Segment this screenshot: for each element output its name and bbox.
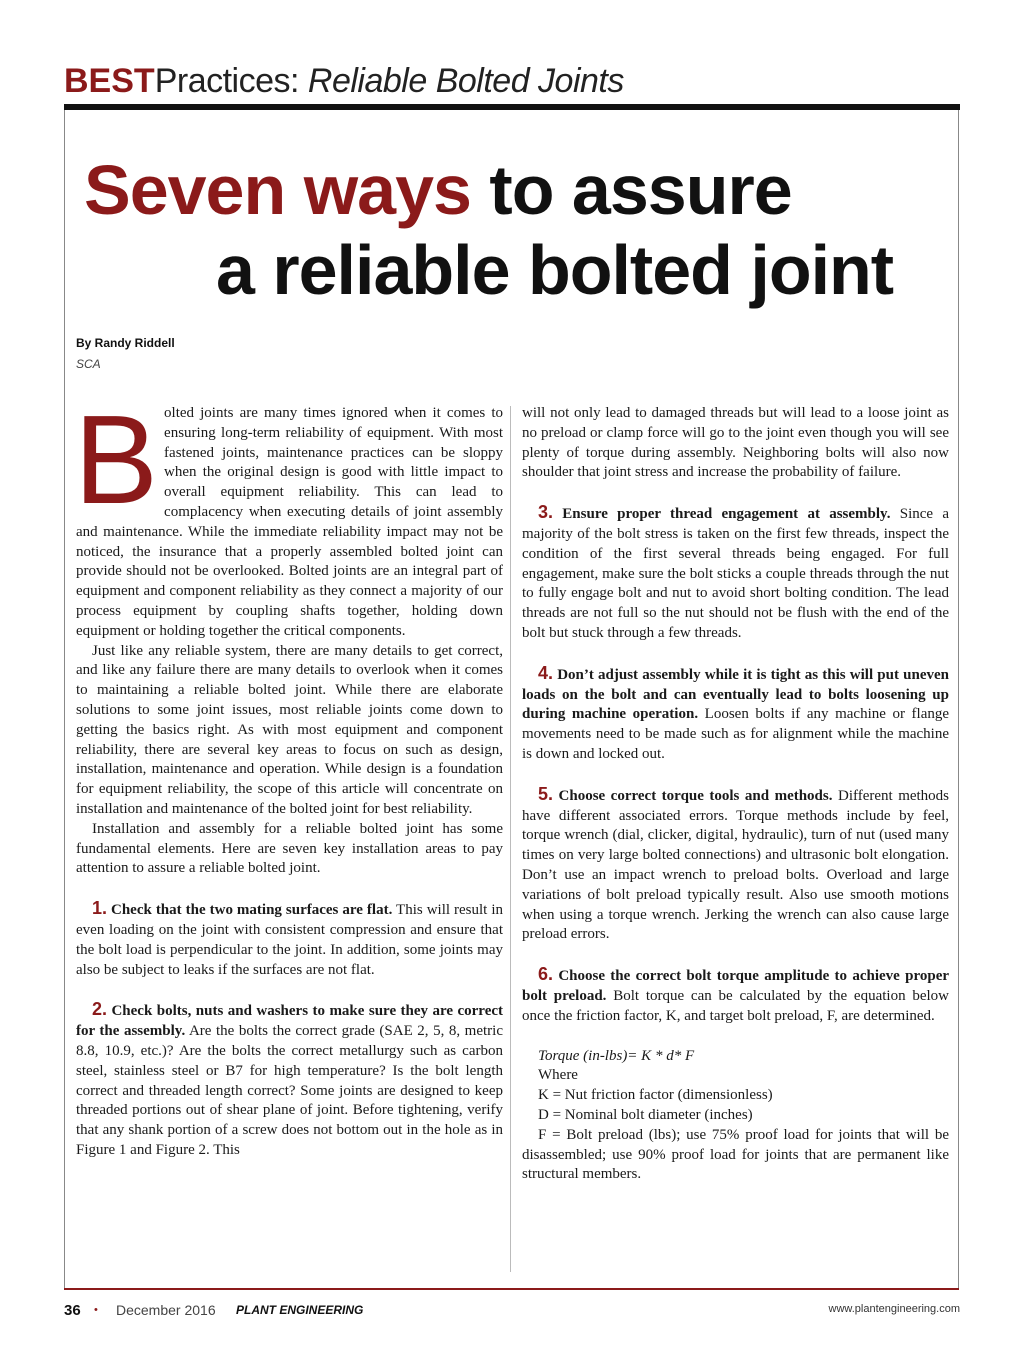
page-footer [64,1302,960,1322]
tip-6-heading: Choose the correct bolt torque amplitude to achieve proper bolt preload. [522,968,950,1004]
issue-date: December 2016 [116,1302,216,1318]
tip-3 [522,503,949,644]
tip-6 [522,965,949,1026]
tip-3-heading: Ensure proper thread engagement at assembly. [562,506,891,523]
tip-1-heading: Check that the two mating surfaces are flat. [111,902,393,919]
tip-2-number: 2. [92,999,108,1020]
tip-1-number: 1. [92,898,108,919]
headline-line1-rest: to assure [470,151,792,229]
frame-bottom-rule [64,1288,959,1290]
tip-6-text: Bolt torque can be calculated by the equation below once the friction factor, K, and target bolt preload, F, are determined. [522,987,950,1024]
tip-5-text: Different methods have different associated errors. Torque methods include by feel, torque wrench (dial, clicker, digital, hydraulic), turn of nut (used many times on very large bolted connections) and ultrasonic bolt elongation. Don’t use an impact wrench to preload bolts. Overload and large variations of bolt preload typically result. Also use smooth motions when using a torque wrench. Jerking the wrench can also cause large preload errors. [522,787,950,943]
right-column [522,404,949,1185]
tip-5 [522,785,949,945]
intro-text: olted joints are many times ignored when it comes to ensuring long-term reliability of equipment. With most fastened joints, maintenance practices can be sloppy when the original design is good with little impact to overall equipment reliability. This can lead to complacency when executing details of joint assembly and maintenance. While the immediate reliability impact may not be noticed, the insurance that a properly assembled bolted joint can provide should not be overlooked. Bolted joints are an integral part of equipment and component reliability as they connect a majority of our process equipment by coupling shafts together, holding down equipment or holding together the critical components. [76,405,503,639]
tip-4 [522,664,949,765]
tip-4-heading: Don’t adjust assembly while it is tight as this will put uneven loads on the bolt and can eventually lead to bolts loosening up during machine operation. [522,666,950,723]
left-column [74,389,504,1161]
equation-where: Where [538,1067,578,1084]
tip-2 [76,1000,503,1160]
page-number: 36 [64,1302,81,1319]
definition-k: K = Nut friction factor (dimensionless) [538,1087,773,1104]
tip-1 [76,899,503,980]
header-rule [64,104,960,110]
headline-accent: Seven ways [84,151,471,229]
website-link[interactable]: www.plantengineering.com [828,1303,960,1315]
definition-f: F = Bolt preload (lbs); use 75% proof load for joints that will be disassembled; use 90% proof load for joints that are permanent like structural members. [522,1126,949,1183]
section-label-practices: Practices: [154,62,308,100]
paragraph-3: Installation and assembly for a reliable bolted joint has some fundamental elements. Here are seven key installation areas to pay attention to assure a reliable bolted joint. [76,820,503,877]
frame-right-rule [958,110,959,1290]
column-divider [510,406,511,1272]
article-headline [84,150,944,310]
headline-line-2: a reliable bolted joint [216,231,894,309]
headline-line-1 [84,150,944,230]
footer-separator: • [94,1304,98,1316]
tip-4-number: 4. [538,662,554,683]
frame-left-rule [64,110,65,1290]
section-topic: Reliable Bolted Joints [307,62,624,100]
tip-3-number: 3. [538,502,554,523]
paragraph-2: Just like any reliable system, there are many details to get correct, and like any failure there are many details to overlook when it comes to maintaining a reliable bolted joint. While there are elaborate solutions to some joint issues, most reliable joints come down to getting the basics right. As with most equipment and component reliability, there are several key areas to focus on such as design, installation, maintenance and operation. While design is a foundation for equipment reliability, the scope of this article will concentrate on installation and maintenance of the bolted joint for best reliability. [76,642,503,817]
tip-2-text: Are the bolts the correct grade (SAE 2, 5, 8, metric 8.8, 10.9, etc.)? Are the bolts the correct metallurgy such as carbon steel, stainless steel or B7 for high temperature? Is the bolt length correct and threaded length correct? Some joints are designed to keep threaded portions out of shear plane of joint. Before tightening, verify that any shank portion of a screw does not bottom out in the hole as in Figure 1 and Figure 2. This [76,1023,503,1158]
tip-3-text: Since a majority of the bolt stress is taken on the first few threads, inspect the condition of the first several threads being engaged. For full engagement, make sure the bolt sticks a couple threads through the nut to fully engage bolt and nut to avoid short bolting condition. The lead threads are not full so the nut should not be flush with the end of the bolt but stuck through a few threads. [522,506,950,641]
byline: By Randy Riddell [76,336,175,350]
tip-5-number: 5. [538,783,554,804]
tip-2-heading: Check bolts, nuts and washers to make sure they are correct for the assembly. [76,1003,504,1040]
tip-6-number: 6. [538,964,554,985]
tip-5-heading: Choose correct torque tools and methods. [558,787,833,804]
definition-d: D = Nominal bolt diameter (inches) [538,1106,753,1123]
tip-1-text: This will result in even loading on the joint with consistent compression and ensure that the bolt load is perpendicular to the joint. In addition, some joints may also be subject to leaks if the surfaces are not flat. [76,902,503,978]
author-affiliation: SCA [76,357,101,371]
section-label-best: BEST [64,62,155,100]
magazine-name: PLANT ENGINEERING [236,1303,364,1317]
torque-equation: Torque (in-lbs)= K * d* F [538,1047,695,1064]
intro-paragraph [74,389,503,642]
tip-4-text: Loosen bolts if any machine or flange movements need to be made such as for alignment while the machine is down and locked out. [522,706,950,762]
drop-cap: B [74,389,159,530]
section-header [64,58,964,104]
continued-paragraph: will not only lead to damaged threads but will lead to a loose joint as no preload or clamp force will go to the joint even though you will see plenty of torque during assembly. Neighboring bolts will also now shoulder that joint stress and increase the probability of failure. [522,405,949,481]
